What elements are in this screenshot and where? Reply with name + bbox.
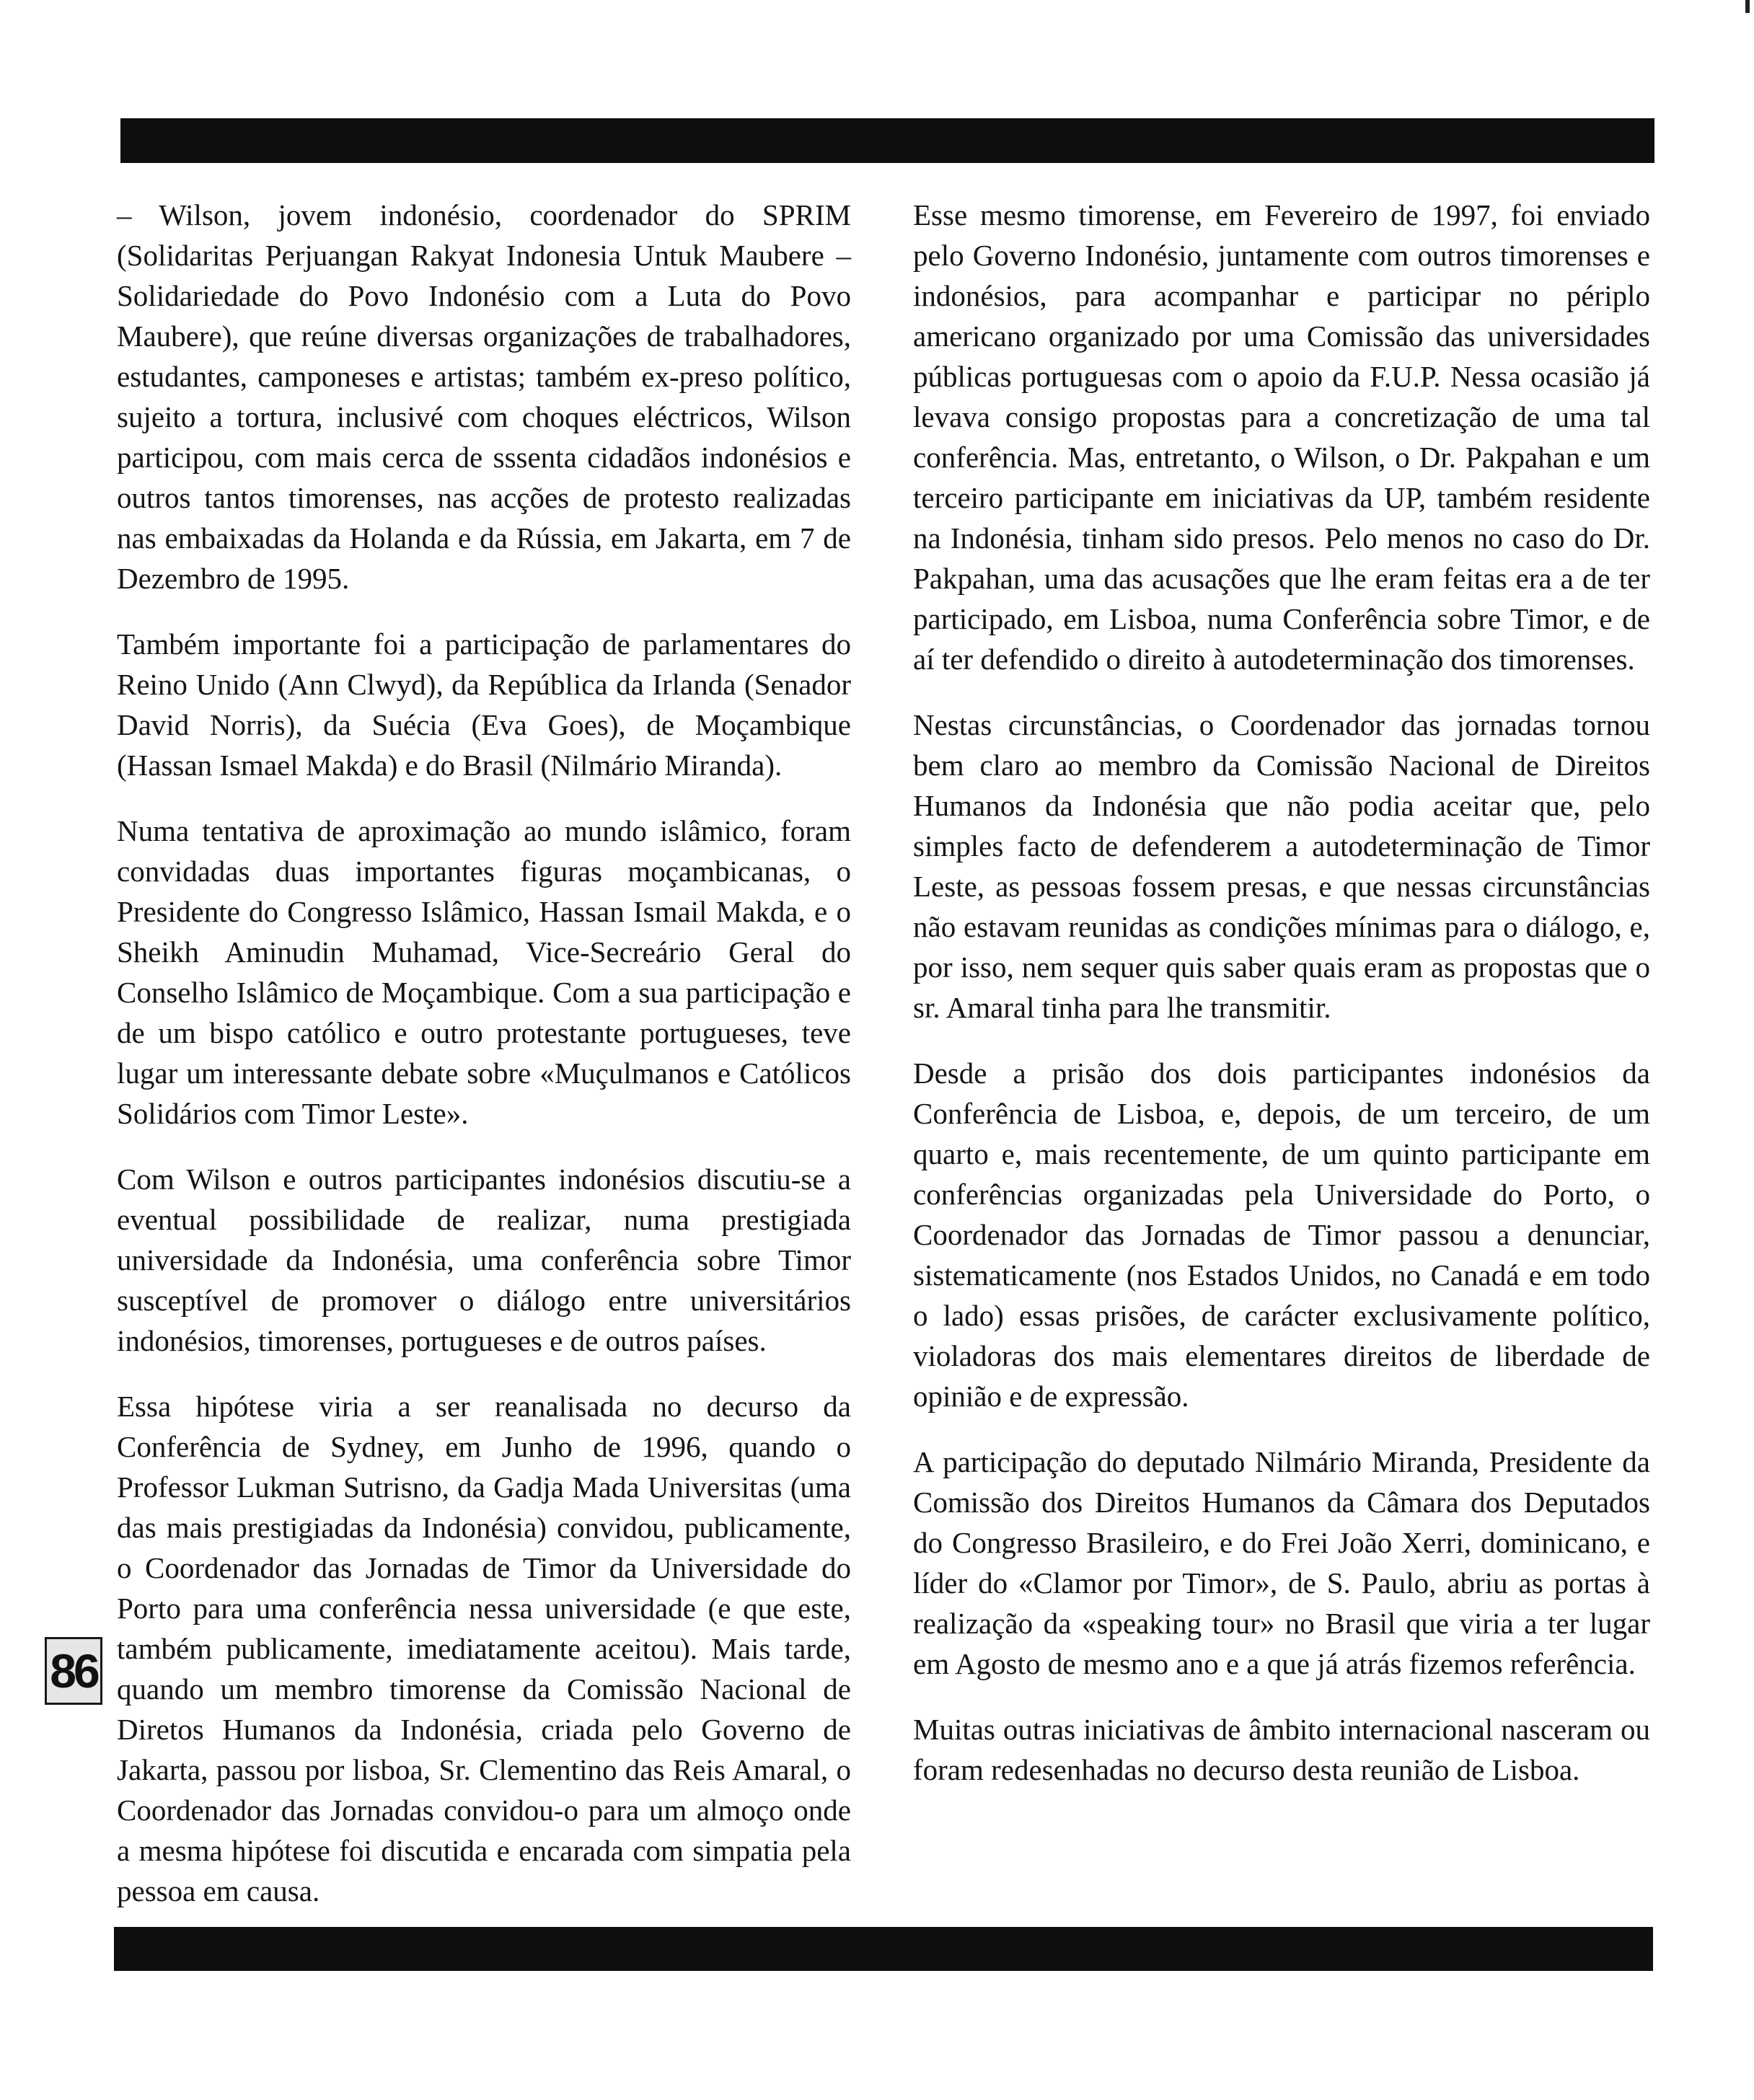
left-paragraph-1: – Wilson, jovem indonésio, coordenador do SPRIM (Solidaritas Perjuangan Rakyat Indonesia Untuk Maubere – Solidariedade do Povo Indonésio com a Luta do Povo Maubere), que reúne diversas organizações de trabalhadores, estudantes, camponeses e artistas; também ex-preso político, sujeito a tortura, inclusivé com choques eléctricos, Wilson participou, com mais cerca de sssenta cidadãos indonésios e outros tantos timorenses, nas acções de protesto realizadas nas embaixadas da Holanda e da Rússia, em Jakarta, em 7 de Dezembro de 1995. [117, 198, 851, 595]
left-column [117, 195, 851, 1936]
right-paragraph-4: A participação do deputado Nilmário Miranda, Presidente da Comissão dos Direitos Humanos da Câmara dos Deputados do Congresso Brasileiro, e do Frei João Xerri, dominicano, e líder do «Clamor por Timor», de S. Paulo, abriu as portas à realização da «speaking tour» no Brasil que viria a ter lugar em Agosto de mesmo ano e a que já atrás fizemos referência. [913, 1445, 1650, 1680]
right-column [913, 195, 1650, 1815]
top-black-bar [120, 118, 1654, 163]
bottom-black-bar [114, 1927, 1653, 1971]
left-paragraph-5: Essa hipótese viria a ser reanalisada no decurso da Conferência de Sydney, em Junho de 1996, quando o Professor Lukman Sutrisno, da Gadja Mada Universitas (uma das mais prestigiadas da Indonésia) convidou, publicamente, o Coordenador das Jornadas de Timor da Universidade do Porto para uma conferência nessa universidade (e que este, também publicamente, imediatamente aceitou). Mais tarde, quando um membro timorense da Comissão Nacional de Diretos Humanos da Indonésia, criada pelo Governo de Jakarta, passou por lisboa, Sr. Clementino das Reis Amaral, o Coordenador das Jornadas convidou-o para um almoço onde a mesma hipótese foi discutida e encarada com simpatia pela pessoa em causa. [117, 1390, 851, 1907]
right-paragraph-5: Muitas outras iniciativas de âmbito internacional nasceram ou foram redesenhadas no decurso desta reunião de Lisboa. [913, 1713, 1650, 1786]
left-paragraph-2: Também importante foi a participação de parlamentares do Reino Unido (Ann Clwyd), da República da Irlanda (Senador David Norris), da Suécia (Eva Goes), de Moçambique (Hassan Ismael Makda) e do Brasil (Nilmário Miranda). [117, 627, 851, 782]
right-paragraph-3: Desde a prisão dos dois participantes indonésios da Conferência de Lisboa, e, depois, de um terceiro, de um quarto e, mais recentemente, de um quinto participante em conferências organizadas pela Universidade do Porto, o Coordenador das Jornadas de Timor passou a denunciar, sistematicamente (nos Estados Unidos, no Canadá e em todo o lado) essas prisões, de carácter exclusivamente político, violadoras dos mais elementares direitos de liberdade de opinião e de expressão. [913, 1056, 1650, 1413]
left-paragraph-3: Numa tentativa de aproximação ao mundo islâmico, foram convidadas duas importantes figuras moçambicanas, o Presidente do Congresso Islâmico, Hassan Ismail Makda, e o Sheikh Aminudin Muhamad, Vice-Secreário Geral do Conselho Islâmico de Moçambique. Com a sua participação e de um bispo católico e outro protestante portugueses, teve lugar um interessante debate sobre «Muçulmanos e Católicos Solidários com Timor Leste». [117, 814, 851, 1130]
page-number-box: 86 [45, 1637, 102, 1705]
scan-corner-mark [1745, 0, 1750, 13]
right-paragraph-1: Esse mesmo timorense, em Fevereiro de 1997, foi enviado pelo Governo Indonésio, juntamente com outros timorenses e indonésios, para acompanhar e participar no périplo americano organizado por uma Comissão das universidades públicas portuguesas com o apoio da F.U.P. Nessa ocasião já levava consigo propostas para a concretização de uma tal conferência. Mas, entretanto, o Wilson, o Dr. Pakpahan e um terceiro participante em iniciativas da UP, também residente na Indonésia, tinham sido presos. Pelo menos no caso do Dr. Pakpahan, uma das acusações que lhe eram feitas era a de ter participado, em Lisboa, numa Conferência sobre Timor, e de aí ter defendido o direito à autodeterminação dos timorenses. [913, 198, 1650, 676]
right-paragraph-2: Nestas circunstâncias, o Coordenador das jornadas tornou bem claro ao membro da Comissão Nacional de Direitos Humanos da Indonésia que não podia aceitar que, pelo simples facto de defenderem a autodeterminação de Timor Leste, as pessoas fossem presas, e que nessas circunstâncias não estavam reunidas as condições mínimas para o diálogo, e, por isso, nem sequer quis saber quais eram as propostas que o sr. Amaral tinha para lhe transmitir. [913, 708, 1650, 1024]
left-paragraph-4: Com Wilson e outros participantes indonésios discutiu-se a eventual possibilidade de realizar, numa prestigiada universidade da Indonésia, uma conferência sobre Timor susceptível de promover o diálogo entre universitários indonésios, timorenses, portugueses e de outros países. [117, 1162, 851, 1357]
